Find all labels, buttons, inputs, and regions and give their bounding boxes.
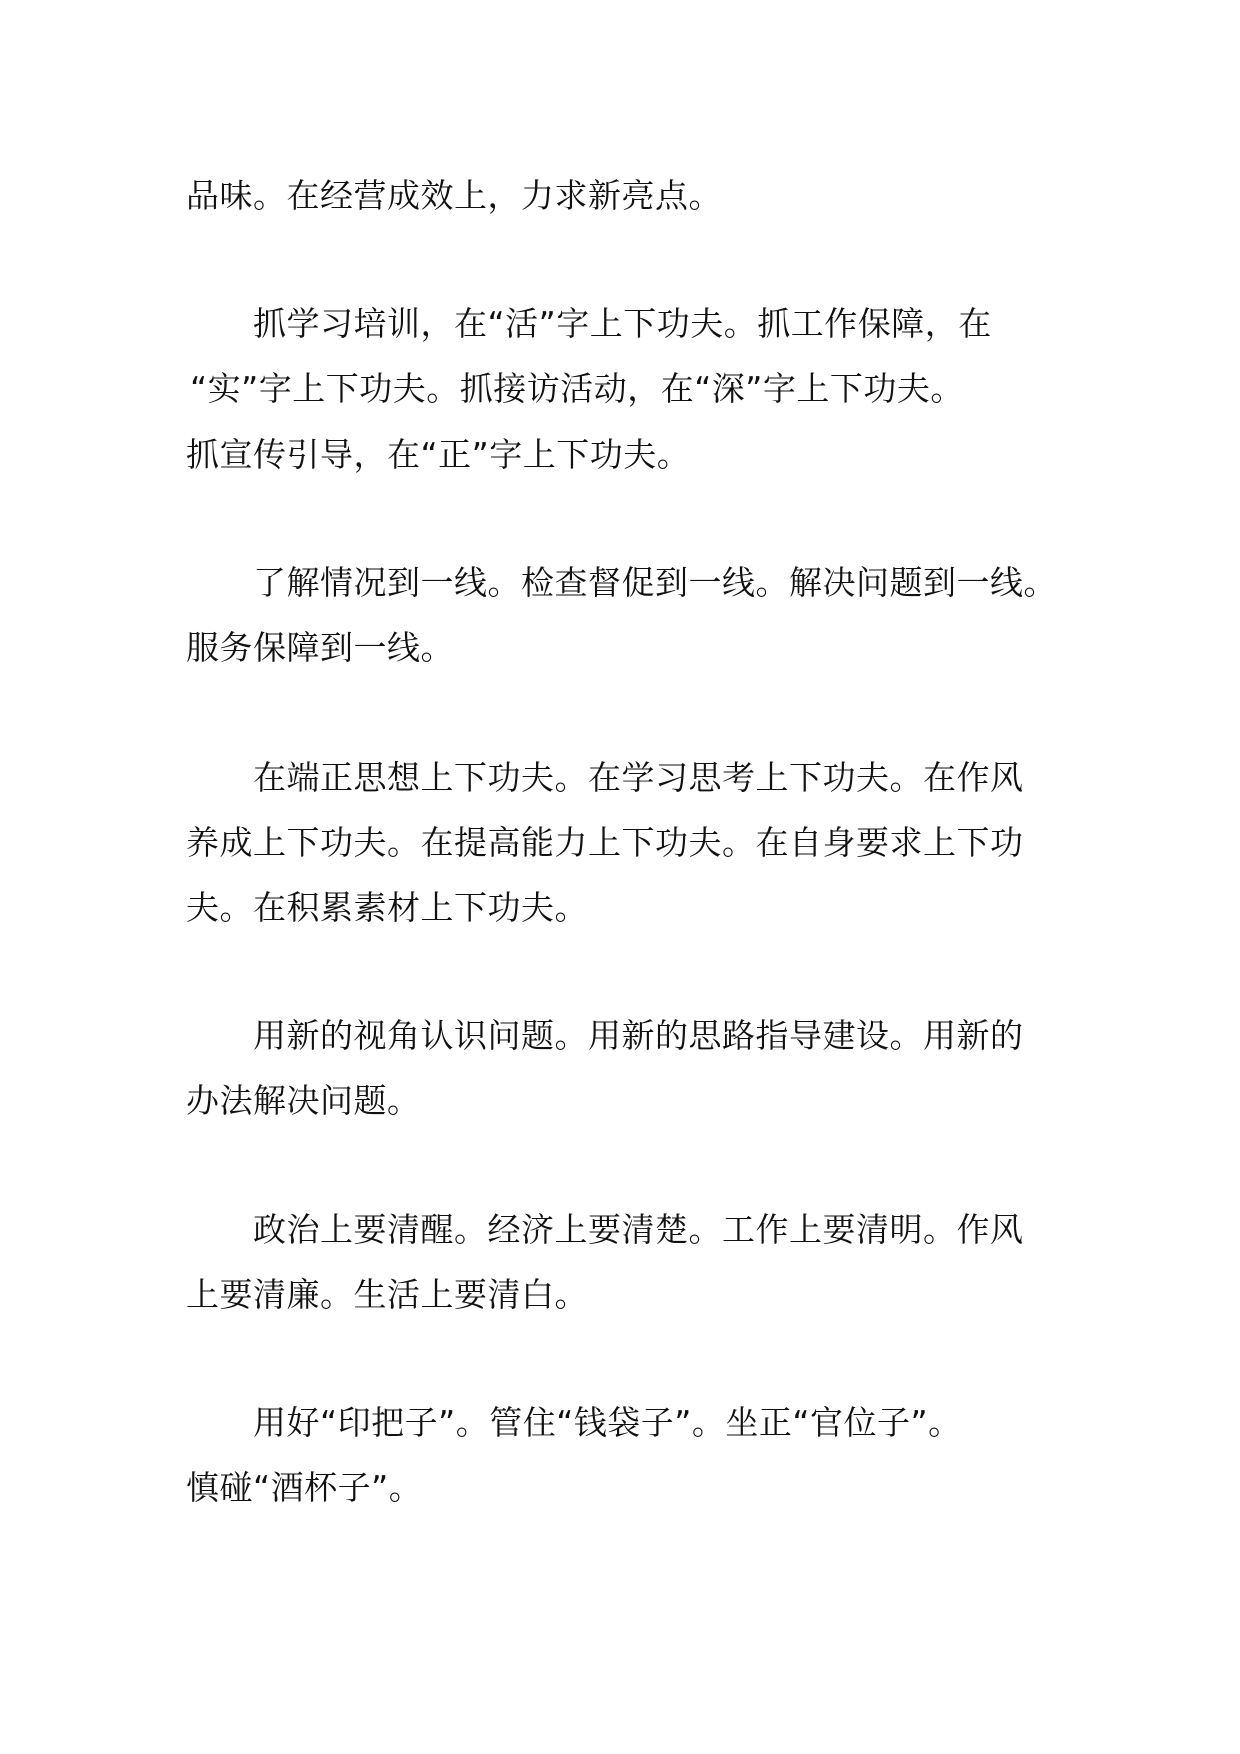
paragraph-2-line-3: 抓宣传引导，在“正”字上下功夫。 (186, 435, 691, 474)
paragraph-7-line-1: 用好“印把子”。管住“钱袋子”。坐正“官位子”。 (253, 1403, 962, 1442)
paragraph-2-line-2: “实”字上下功夫。抓接访活动，在“深”字上下功夫。 (190, 369, 964, 408)
paragraph-3-line-1: 了解情况到一线。检查督促到一线。解决问题到一线。 (253, 563, 1057, 602)
paragraph-2-line-1: 抓学习培训，在“活”字上下功夫。抓工作保障，在 (253, 304, 992, 343)
paragraph-4-line-1: 在端正思想上下功夫。在学习思考上下功夫。在作风 (253, 758, 1024, 797)
paragraph-6-line-2: 上要清廉。生活上要清白。 (186, 1275, 588, 1314)
paragraph-5-line-2: 办法解决问题。 (186, 1081, 421, 1120)
paragraph-6-line-1: 政治上要清醒。经济上要清楚。工作上要清明。作风 (253, 1210, 1024, 1249)
paragraph-7-line-2: 慎碰“酒杯子”。 (186, 1468, 423, 1507)
paragraph-4-line-2: 养成上下功夫。在提高能力上下功夫。在自身要求上下功 (186, 823, 1024, 862)
paragraph-3-line-2: 服务保障到一线。 (186, 628, 454, 667)
paragraph-4-line-3: 夫。在积累素材上下功夫。 (186, 888, 588, 927)
paragraph-5-line-1: 用新的视角认识问题。用新的思路指导建设。用新的 (253, 1016, 1024, 1055)
paragraph-1-line-1: 品味。在经营成效上，力求新亮点。 (186, 176, 722, 215)
